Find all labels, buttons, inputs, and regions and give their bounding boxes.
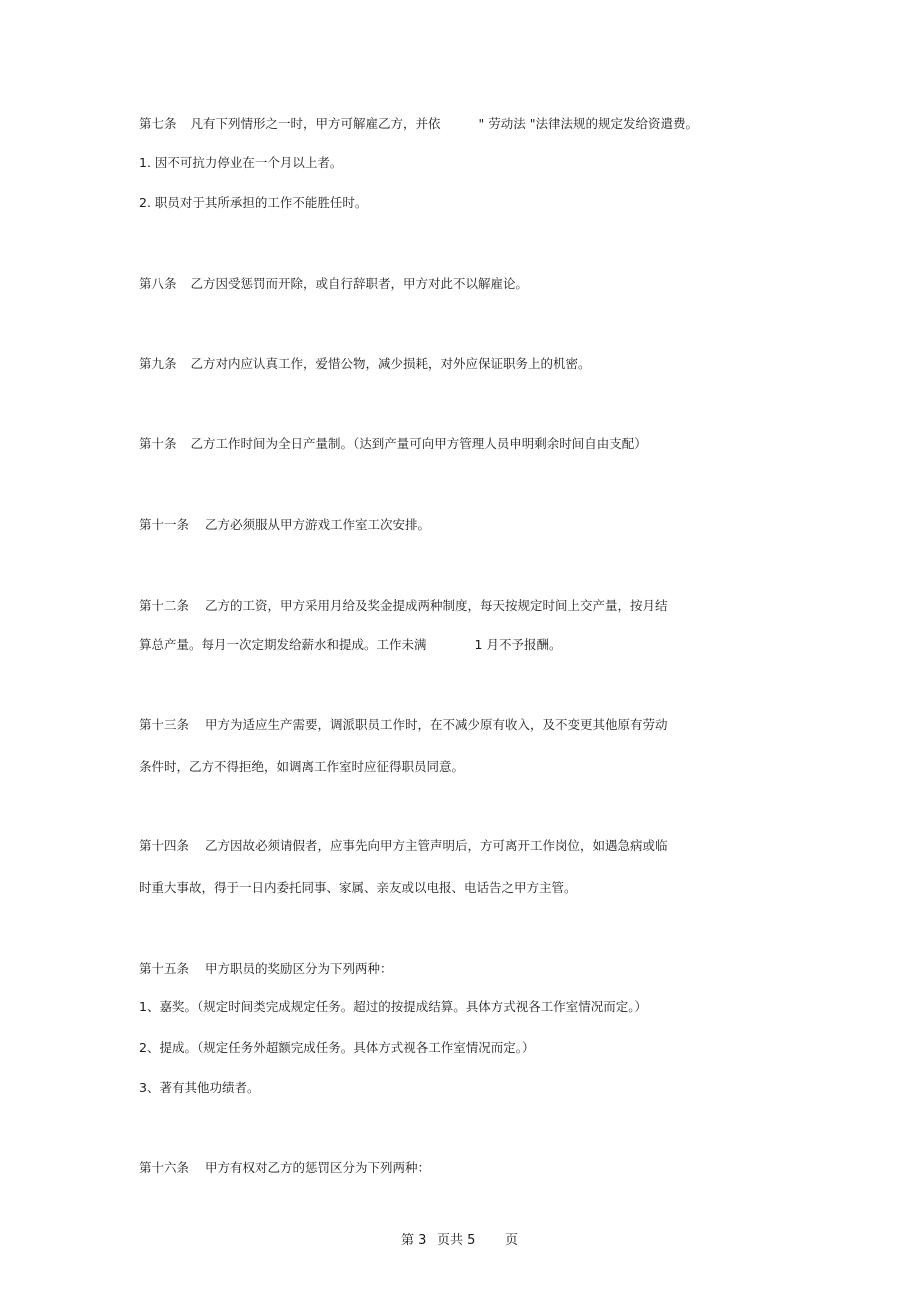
article-16-line [139,1160,430,1176]
article-7-item-2: 2. 职员对于其所承担的工作不能胜任时。 [139,195,368,210]
article-12-text-2a: 算总产量。每月一次定期发给薪水和提成。工作未满 [139,637,427,652]
article-13-text-1: 甲方为适应生产需要，调派职员工作时，在不减少原有收入，及不变更其他原有劳动 [205,717,668,732]
article-12-line-1 [139,598,668,614]
article-12-text-1: 乙方的工资，甲方采用月给及奖金提成两种制度，每天按规定时间上交产量，按月结 [205,598,668,613]
article-9-title: 第九条 [139,356,177,371]
footer-page-suffix: 页 [505,1233,519,1248]
article-15-item-2: 2、提成。（规定任务外超额完成任务。具体方式视各工作室情况而定。） [139,1040,535,1055]
article-10-text: 乙方工作时间为全日产量制。（达到产量可向甲方管理人员申明剩余时间自由支配） [190,436,647,451]
article-12-text-2b: 1 月不予报酬。 [474,637,562,652]
article-9-text: 乙方对内应认真工作，爱惜公物，减少损耗，对外应保证职务上的机密。 [190,356,591,371]
article-15-item-1: 1、嘉奖。（规定时间类完成规定任务。超过的按提成结算。具体方式视各工作室情况而定。） [139,999,647,1014]
footer-page-prefix: 第 3 [401,1233,427,1248]
article-16-title: 第十六条 [139,1160,190,1175]
article-8-text: 乙方因受惩罚而开除，或自行辞职者，甲方对此不以解雇论。 [190,276,529,291]
article-10-title: 第十条 [139,436,177,451]
article-15-line [139,961,393,977]
article-7-title: 第七条 [139,116,177,131]
article-7-item-1: 1. 因不可抗力停业在一个月以上者。 [139,155,343,170]
footer-page-mid: 页共 5 [437,1233,476,1248]
article-14-line-2: 时重大事故，得于一日内委托同事、家属、亲友或以电报、电话告之甲方主管。 [139,880,577,895]
article-11-title: 第十一条 [139,517,190,532]
article-14-title: 第十四条 [139,838,190,853]
article-13-line-1 [139,717,668,733]
article-7-law: " 劳动法 " [478,116,536,131]
article-16-text: 甲方有权对乙方的惩罚区分为下列两种： [205,1160,431,1175]
article-10-line [139,436,647,452]
article-15-title: 第十五条 [139,961,190,976]
article-12-line-2 [139,637,561,653]
article-14-text-1: 乙方因故必须请假者，应事先向甲方主管声明后，方可离开工作岗位，如遇急病或临 [205,838,668,853]
article-14-line-1 [139,838,668,854]
article-15-text: 甲方职员的奖励区分为下列两种： [205,961,393,976]
article-13-line-2: 条件时，乙方不得拒绝，如调离工作室时应征得职员同意。 [139,759,465,774]
article-9-line [139,356,591,372]
article-12-title: 第十二条 [139,598,190,613]
article-15-item-3: 3、著有其他功绩者。 [139,1080,260,1095]
article-7-tail: 法律法规的规定发给资遣费。 [535,116,698,131]
article-8-title: 第八条 [139,276,177,291]
article-7-text: 凡有下列情形之一时，甲方可解雇乙方，并依 [190,116,441,131]
article-11-text: 乙方必须服从甲方游戏工作室工次安排。 [205,517,431,532]
article-11-line [139,517,430,533]
article-13-title: 第十三条 [139,717,190,732]
article-7-heading-line [139,116,698,132]
article-8-line [139,276,528,292]
